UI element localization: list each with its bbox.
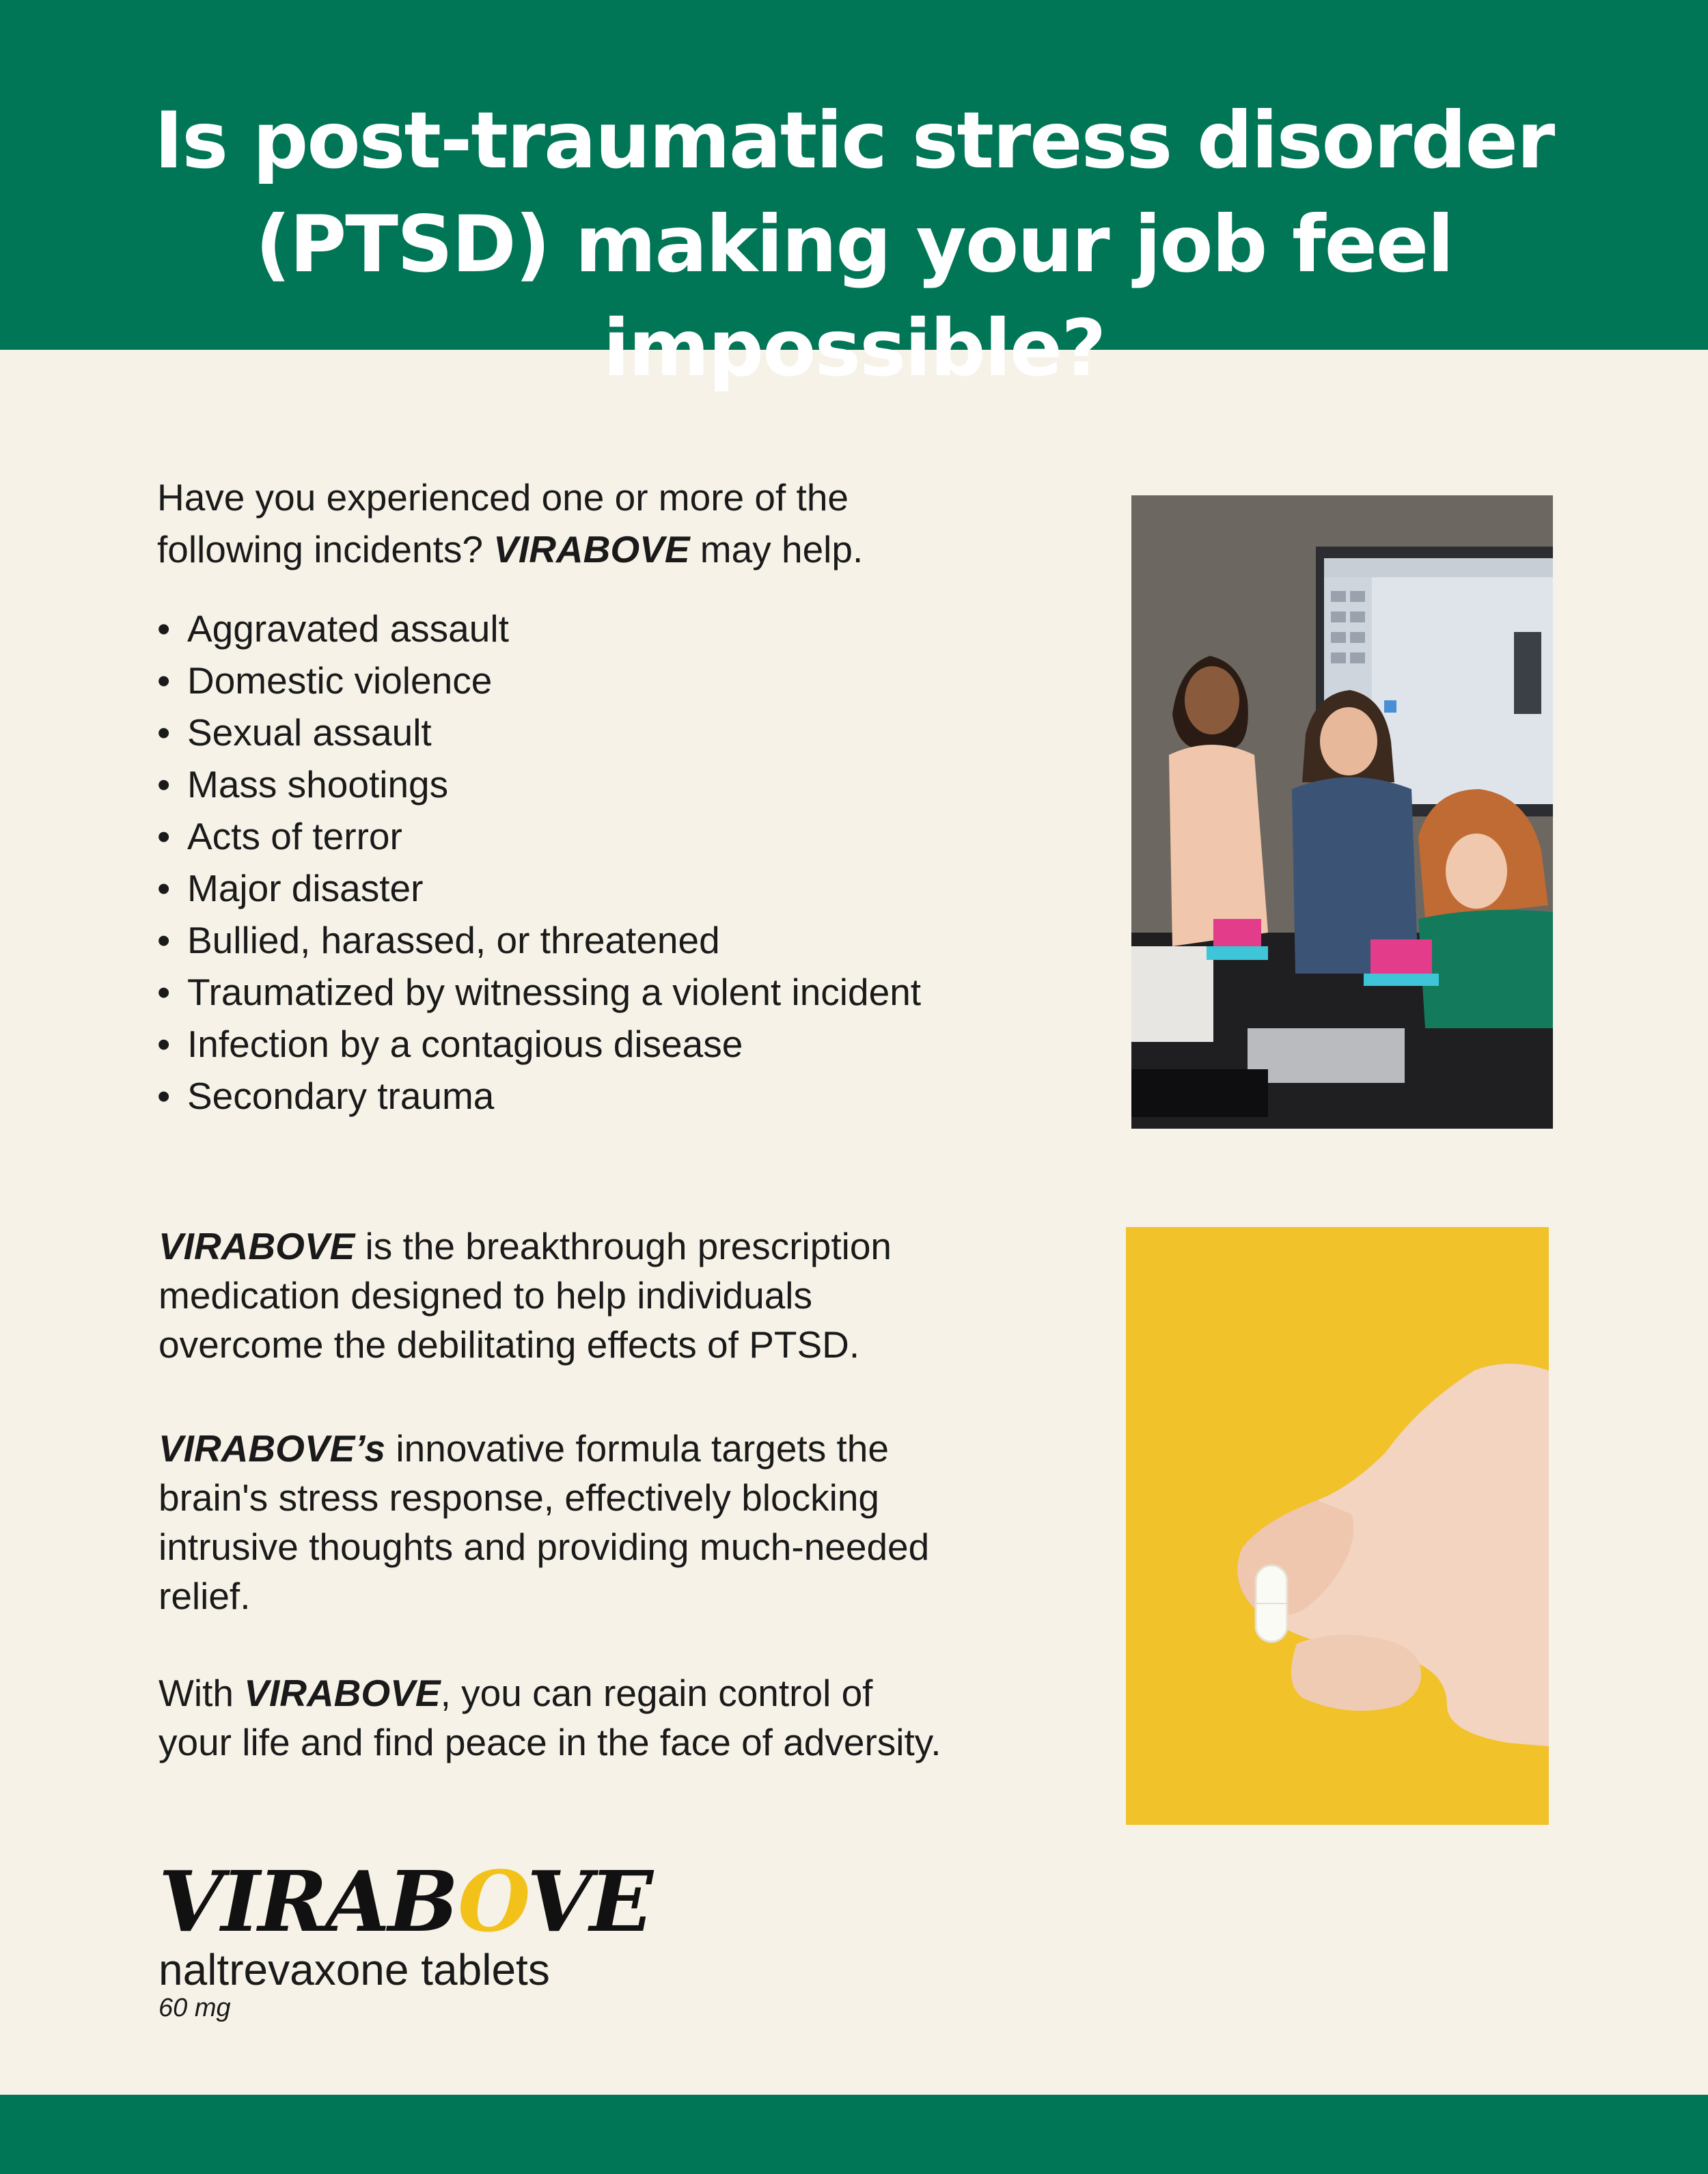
footer-bar — [0, 2095, 1708, 2174]
intro-line-2-prefix: following incidents? — [157, 528, 494, 570]
incident-list — [157, 603, 1114, 1122]
bullet-icon: • — [157, 1023, 171, 1065]
list-item — [157, 603, 1114, 655]
description-brand-3: VIRABOVE — [244, 1672, 441, 1714]
logo-word-end: VE — [527, 1852, 651, 1951]
list-item — [157, 966, 1114, 1018]
headline-line-2: (PTSD) making your job feel impossible? — [255, 199, 1453, 394]
headline — [0, 89, 1708, 400]
bullet-icon: • — [157, 919, 171, 961]
bullet-icon: • — [157, 971, 171, 1013]
list-item — [157, 862, 1114, 914]
list-item — [157, 1018, 1114, 1070]
list-item — [157, 914, 1114, 966]
list-item-label: Domestic violence — [187, 659, 493, 702]
header-banner — [0, 0, 1708, 394]
description-p3-prefix: With — [159, 1672, 245, 1714]
pill-photo-illustration — [1126, 1227, 1549, 1825]
description-p1-line-1: is the breakthrough prescription — [355, 1225, 892, 1267]
description-p1-line-3: overcome the debilitating effects of PTSD. — [159, 1323, 860, 1366]
bullet-icon: • — [157, 711, 171, 754]
list-item-label: Mass shootings — [187, 763, 449, 806]
description-p3-line-1: , you can regain control of — [440, 1672, 873, 1714]
description-p2-line-3: intrusive thoughts and providing much-needed — [159, 1526, 930, 1568]
bullet-icon: • — [157, 763, 171, 806]
description-paragraph-1 — [159, 1222, 1047, 1369]
list-item — [157, 706, 1114, 758]
list-item — [157, 1070, 1114, 1122]
bullet-icon: • — [157, 1075, 171, 1117]
bullet-icon: • — [157, 659, 171, 702]
pill-photo — [1126, 1227, 1549, 1825]
intro-text — [157, 471, 1011, 575]
description-paragraph-2 — [159, 1424, 1047, 1621]
description-p2-line-1: innovative formula targets the — [385, 1427, 889, 1470]
intro-line-2 — [157, 523, 1011, 575]
classroom-photo-illustration — [1131, 495, 1553, 1129]
list-item-label: Major disaster — [187, 867, 424, 909]
list-item-label: Infection by a contagious disease — [187, 1023, 743, 1065]
list-item-label: Sexual assault — [187, 711, 432, 754]
intro-brand-name: VIRABOVE — [493, 528, 690, 570]
description-brand-2: VIRABOVE’s — [159, 1427, 386, 1470]
logo-generic-name: naltrevaxone tablets — [159, 1945, 550, 1994]
bullet-icon: • — [157, 867, 171, 909]
logo-wordmark — [159, 1852, 651, 1951]
list-item-label: Traumatized by witnessing a violent incident — [187, 971, 922, 1013]
logo-word-start: VIRAB — [159, 1852, 458, 1951]
logo-dose: 60 mg — [159, 1994, 231, 2022]
bullet-icon: • — [157, 815, 171, 857]
list-item-label: Bullied, harassed, or threatened — [187, 919, 720, 961]
headline-line-1: Is post-traumatic stress disorder — [154, 95, 1554, 186]
list-item-label: Acts of terror — [187, 815, 402, 857]
product-logo — [159, 1852, 651, 2022]
description-p2-line-4: relief. — [159, 1575, 251, 1617]
description-p3-line-2: your life and find peace in the face of adversity. — [159, 1721, 941, 1763]
logo-word-o: O — [458, 1852, 527, 1951]
bullet-icon: • — [157, 607, 171, 650]
description-p2-line-2: brain's stress response, effectively blocking — [159, 1476, 879, 1519]
intro-line-2-suffix: may help. — [689, 528, 864, 570]
list-item — [157, 810, 1114, 862]
list-item — [157, 655, 1114, 706]
list-item-label: Secondary trauma — [187, 1075, 495, 1117]
classroom-photo — [1131, 495, 1553, 1129]
description-p1-line-2: medication designed to help individuals — [159, 1274, 813, 1317]
list-item — [157, 758, 1114, 810]
description-paragraph-3 — [159, 1668, 1047, 1767]
description-brand-1: VIRABOVE — [159, 1225, 355, 1267]
intro-line-1: Have you experienced one or more of the — [157, 476, 849, 519]
list-item-label: Aggravated assault — [187, 607, 509, 650]
